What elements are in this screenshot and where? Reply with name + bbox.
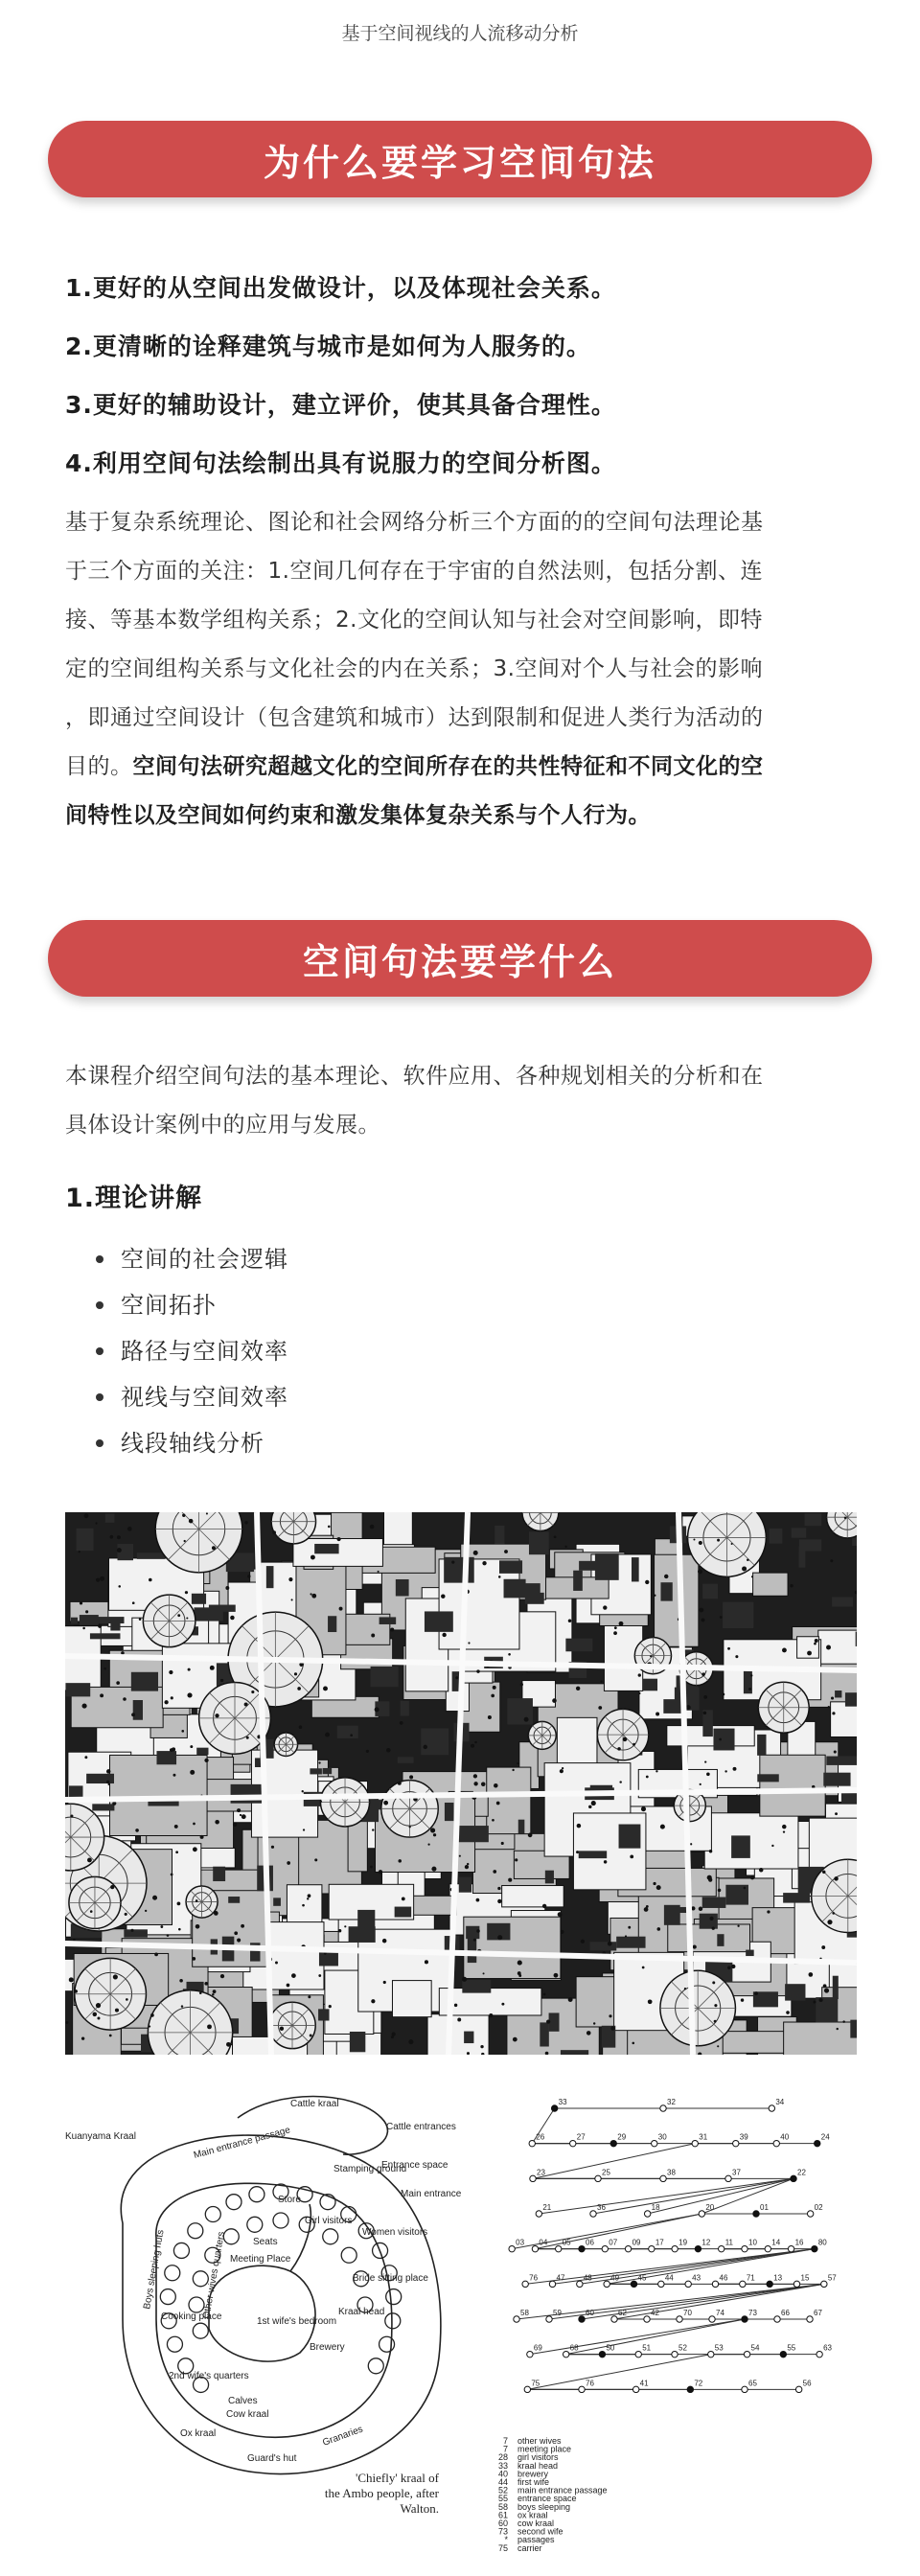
graph-node <box>816 2351 822 2357</box>
graph-node <box>524 2386 530 2392</box>
legend-number: 61 <box>497 2510 508 2520</box>
graph-node-label: 38 <box>667 2168 676 2177</box>
graph-node <box>514 2316 519 2322</box>
kraal-huts <box>160 2184 401 2392</box>
graph-node <box>769 2105 774 2111</box>
list-item <box>96 1374 288 1420</box>
graph-node <box>807 2316 813 2322</box>
graph-node <box>685 2281 691 2287</box>
graph-node <box>595 2175 601 2181</box>
legend-number: 44 <box>497 2477 508 2487</box>
graph-node-label: 41 <box>639 2379 649 2388</box>
graph-node <box>709 2316 715 2322</box>
graph-node <box>536 2211 541 2217</box>
hut-icon <box>165 2266 180 2281</box>
graph-node-label: 40 <box>780 2132 790 2142</box>
paragraph-emphasis: 空间句法研究超越文化的空间所存在的共性特征和不同文化的空 <box>132 754 764 779</box>
hut-icon <box>160 2289 175 2305</box>
section-banner-why: 为什么要学习空间句法 <box>48 121 872 197</box>
kraal-label: Stamping ground <box>334 2164 407 2174</box>
kraal-label: Ox kraal <box>180 2428 217 2439</box>
graph-node <box>753 2211 759 2217</box>
graph-node-label: 53 <box>714 2343 724 2353</box>
legend-number: 7 <box>502 2436 508 2446</box>
legend-number: 73 <box>497 2526 508 2537</box>
legend-label: meeting place <box>518 2444 572 2454</box>
paragraph-line: 基于复杂系统理论、图论和社会网络分析三个方面的的空间句法理论基 <box>65 510 764 535</box>
hut-icon <box>249 2187 264 2202</box>
graph-node <box>579 2316 585 2322</box>
hut-icon <box>205 2207 220 2222</box>
graph-node <box>631 2281 636 2287</box>
kraal-label: Cattle entrances <box>386 2122 456 2132</box>
paragraph-line <box>65 792 870 840</box>
graph-node-label: 75 <box>531 2379 540 2388</box>
graph-node-label: 03 <box>516 2238 525 2247</box>
graph-node <box>672 2245 678 2251</box>
graph-node-label: 20 <box>705 2203 715 2212</box>
graph-node-label: 39 <box>739 2132 748 2142</box>
hut-icon <box>226 2195 242 2210</box>
graph-node-label: 48 <box>583 2273 592 2283</box>
graph-node <box>712 2281 718 2287</box>
graph-node <box>632 2386 638 2392</box>
graph-node <box>767 2281 772 2287</box>
graph-node-label: 34 <box>775 2098 785 2106</box>
graph-node <box>644 2211 650 2217</box>
graph-node-label: 47 <box>556 2273 565 2283</box>
graph-node <box>529 2140 535 2146</box>
hut-icon <box>323 2229 338 2244</box>
kraal-plan-drawing <box>121 2097 441 2474</box>
legend-number: 60 <box>497 2518 508 2528</box>
legend-label: second wife <box>518 2526 564 2537</box>
list-item <box>96 1282 288 1328</box>
list-item-label: 空间的社会逻辑 <box>121 1246 288 1273</box>
graph-node <box>807 2211 813 2217</box>
graph-node-label: 72 <box>694 2379 703 2388</box>
graph-node-label: 54 <box>750 2343 760 2353</box>
graph-node <box>725 2175 731 2181</box>
kraal-labels <box>65 2099 462 2464</box>
graph-node-label: 56 <box>802 2379 812 2388</box>
graph-node-label: 21 <box>542 2203 552 2212</box>
legend-number: 7 <box>502 2444 508 2454</box>
hut-icon <box>247 2217 263 2232</box>
graph-node-label: 16 <box>794 2238 804 2247</box>
kraal-label: Meeting Place <box>230 2254 291 2265</box>
justified-access-graph <box>509 2098 837 2393</box>
graph-node <box>602 2245 608 2251</box>
graph-node-label: 19 <box>678 2238 688 2247</box>
graph-node <box>590 2211 596 2217</box>
paragraph-line <box>65 743 870 792</box>
kraal-label: Guard's hut <box>247 2453 297 2464</box>
course-intro-paragraph <box>65 1052 870 1150</box>
legend-label: cow kraal <box>518 2518 555 2528</box>
kraal-label: Boys sleeping huts <box>142 2228 167 2311</box>
legend-label: first wife <box>518 2477 550 2487</box>
paragraph-line: 定的空间组构关系与文化社会的内在关系；3.空间对个人与社会的影响 <box>65 656 763 681</box>
graph-node-label: 50 <box>606 2343 615 2353</box>
intro-paragraph <box>65 498 870 840</box>
graph-node <box>788 2245 794 2251</box>
bullet-dot-icon <box>96 1439 104 1447</box>
graph-node <box>687 2386 693 2392</box>
graph-node <box>742 2316 748 2322</box>
graph-node-label: 24 <box>820 2132 830 2142</box>
kraal-label: Seats <box>253 2237 278 2247</box>
graph-node-label: 51 <box>642 2343 652 2353</box>
legend-label: entrance space <box>518 2494 577 2504</box>
graph-node-label: 25 <box>602 2168 610 2177</box>
hut-icon <box>368 2358 383 2374</box>
graph-node <box>644 2316 650 2322</box>
kraal-label: Cooking place <box>161 2312 222 2322</box>
kraal-caption <box>325 2471 440 2516</box>
kraal-label: Brewery <box>310 2342 345 2353</box>
kraal-title: Kuanyama Kraal <box>65 2131 136 2142</box>
bullet-dot-icon <box>96 1301 104 1309</box>
graph-node-label: 66 <box>781 2309 790 2317</box>
key-point: 2.更清晰的诠释建筑与城市是如何为人服务的。 <box>65 333 591 360</box>
caption-line: the Ambo people, after <box>324 2486 439 2500</box>
hut-icon <box>341 2247 356 2263</box>
graph-node-label: 05 <box>562 2238 571 2247</box>
graph-node-label: 73 <box>748 2309 757 2317</box>
kraal-label: Store <box>278 2195 301 2205</box>
key-points-list <box>65 259 870 493</box>
graph-node-label: 60 <box>586 2309 594 2317</box>
graph-node-label: 33 <box>558 2098 567 2106</box>
graph-node-label: 46 <box>719 2273 728 2283</box>
graph-edge <box>535 2214 702 2249</box>
graph-node <box>649 2245 655 2251</box>
graph-node <box>599 2351 605 2357</box>
paragraph-line: 具体设计案例中的应用与发展。 <box>65 1113 380 1138</box>
graph-node-label: 02 <box>814 2203 823 2212</box>
graph-node-label: 49 <box>610 2273 620 2283</box>
legend-number: 55 <box>497 2494 508 2504</box>
graph-node <box>744 2351 749 2357</box>
graph-node <box>579 2245 585 2251</box>
graph-node <box>692 2140 698 2146</box>
graph-edge <box>530 2319 745 2355</box>
graph-node-label: 42 <box>651 2309 659 2317</box>
graph-node <box>672 2351 678 2357</box>
paragraph-text: 目的。 <box>65 754 133 779</box>
graph-node-label: 04 <box>539 2238 548 2247</box>
hut-icon <box>193 2271 208 2287</box>
theory-subheading: 1.理论讲解 <box>65 1184 203 1213</box>
graph-node-label: 13 <box>773 2273 783 2283</box>
graph-node <box>530 2175 536 2181</box>
paragraph-line: 于三个方面的关注：1.空间几何存在于宇宙的自然法则，包括分割、连 <box>65 559 763 584</box>
graph-node-label: 69 <box>533 2343 542 2353</box>
hut-icon <box>380 2336 395 2352</box>
list-item-label: 空间拓扑 <box>121 1292 217 1319</box>
kraal-label: Girl visitors <box>305 2216 353 2226</box>
legend-label: carrier <box>518 2542 542 2553</box>
graph-node-label: 67 <box>814 2309 822 2317</box>
kraal-label: Cow kraal <box>226 2409 269 2420</box>
graph-node <box>556 2245 562 2251</box>
graph-node-label: 52 <box>678 2343 687 2353</box>
bullet-dot-icon <box>96 1347 104 1355</box>
kraal-label: Calves <box>228 2396 258 2406</box>
graph-node-label: 63 <box>823 2343 833 2353</box>
legend-label: boys sleeping <box>518 2501 571 2512</box>
graph-node <box>577 2281 583 2287</box>
kraal-label: 1st wife's bedroom <box>257 2316 337 2327</box>
legend-number: 58 <box>497 2501 508 2512</box>
legend-label: girl visitors <box>518 2452 559 2463</box>
kraal-label: Entrance space <box>381 2160 448 2171</box>
key-point: 3.更好的辅助设计，建立评价，使其具备合理性。 <box>65 391 616 419</box>
graph-node-label: 44 <box>664 2273 674 2283</box>
legend-label: main entrance passage <box>518 2485 608 2496</box>
hut-icon <box>385 2313 401 2329</box>
hut-icon <box>386 2289 402 2305</box>
paragraph-line: 本课程介绍空间句法的基本理论、软件应用、各种规划相关的分析和在 <box>65 1064 764 1089</box>
graph-node <box>733 2140 739 2146</box>
hut-icon <box>173 2242 189 2258</box>
graph-node <box>660 2105 666 2111</box>
hut-icon <box>188 2223 203 2239</box>
hut-icon <box>167 2336 182 2352</box>
graph-node <box>794 2281 799 2287</box>
bullet-dot-icon <box>96 1255 104 1263</box>
graph-node-label: 29 <box>617 2132 627 2142</box>
graph-node-label: 74 <box>716 2309 724 2317</box>
graph-node-label: 15 <box>800 2273 810 2283</box>
graph-node <box>812 2245 817 2251</box>
list-item <box>96 1328 288 1374</box>
legend-number: 52 <box>497 2485 508 2496</box>
graph-node <box>509 2245 515 2251</box>
graph-node <box>570 2140 576 2146</box>
graph-node <box>522 2281 528 2287</box>
graph-node-label: 01 <box>760 2203 769 2212</box>
theory-topics-list <box>96 1236 288 1466</box>
graph-node-label: 76 <box>586 2379 594 2388</box>
paragraph-emphasis: 间特性以及空间如何约束和激发集体复杂关系与个人行为。 <box>65 803 651 828</box>
legend-label: brewery <box>518 2469 549 2479</box>
kraal-label: Women visitors <box>362 2227 428 2238</box>
graph-edge <box>702 2178 794 2214</box>
graph-node-label: 62 <box>618 2309 627 2317</box>
legend-label: passages <box>518 2535 555 2545</box>
legend-number: * <box>504 2535 508 2545</box>
graph-node-label: 45 <box>637 2273 647 2283</box>
kraal-label: 2nd wife's quarters <box>169 2371 249 2381</box>
bullet-dot-icon <box>96 1393 104 1401</box>
hut-icon <box>273 2213 288 2228</box>
graph-node <box>773 2140 779 2146</box>
graph-node <box>740 2281 746 2287</box>
graph-node <box>660 2175 666 2181</box>
graph-node-label: 58 <box>520 2309 529 2317</box>
graph-edge <box>517 2284 824 2319</box>
graph-node <box>549 2281 555 2287</box>
caption-line: Walton. <box>400 2501 439 2516</box>
graph-node-label: 59 <box>553 2309 562 2317</box>
graph-node <box>774 2316 780 2322</box>
legend-number: 75 <box>497 2542 508 2553</box>
graph-node-label: 76 <box>529 2273 539 2283</box>
graph-node <box>699 2211 704 2217</box>
kraal-label: Cattle kraal <box>290 2099 339 2109</box>
caption-line: 'Chiefly' kraal of <box>356 2471 439 2485</box>
graph-node <box>780 2351 786 2357</box>
graph-node-label: 32 <box>667 2098 676 2106</box>
graph-node-label: 68 <box>569 2343 579 2353</box>
graph-node-label: 55 <box>787 2343 796 2353</box>
graph-node-label: 23 <box>537 2168 545 2177</box>
graph-node <box>821 2281 827 2287</box>
graph-node <box>527 2351 533 2357</box>
kraal-label: Granaries <box>321 2424 365 2449</box>
legend-label: kraal head <box>518 2460 559 2471</box>
graph-node <box>532 2245 538 2251</box>
page-header-title: 基于空间视线的人流移动分析 <box>341 23 579 44</box>
graph-node-label: 12 <box>702 2238 711 2247</box>
key-point: 4.利用空间句法绘制出具有说服力的空间分析图。 <box>65 449 616 477</box>
graph-node-label: 09 <box>632 2238 641 2247</box>
graph-node-label: 31 <box>699 2132 708 2142</box>
graph-node-label: 43 <box>692 2273 702 2283</box>
graph-node-label: 80 <box>817 2238 827 2247</box>
graph-node <box>546 2316 552 2322</box>
list-item <box>96 1236 288 1282</box>
graph-node <box>635 2351 641 2357</box>
legend-label: other wives <box>518 2436 562 2446</box>
graph-node-label: 57 <box>827 2273 837 2283</box>
graph-edge <box>527 2355 710 2390</box>
kraal-label: Bride sitting place <box>353 2273 428 2284</box>
legend-number: 40 <box>497 2469 508 2479</box>
graph-node-label: 10 <box>748 2238 757 2247</box>
graph-node-label: 06 <box>586 2238 594 2247</box>
list-item-label: 视线与空间效率 <box>121 1384 288 1411</box>
graph-node <box>708 2351 714 2357</box>
city-plan-collage-image <box>65 1512 857 2055</box>
graph-node-label: 18 <box>651 2203 660 2212</box>
graph-node-label: 65 <box>748 2379 757 2388</box>
legend-label: ox kraal <box>518 2510 548 2520</box>
list-item-label: 线段轴线分析 <box>121 1430 264 1457</box>
graph-node <box>625 2245 631 2251</box>
graph-node <box>695 2245 701 2251</box>
kraal-label: Other wives quarters <box>201 2230 227 2320</box>
graph-node-label: 17 <box>655 2238 664 2247</box>
graph-legend <box>498 2436 608 2553</box>
graph-node <box>719 2245 724 2251</box>
graph-node <box>658 2281 664 2287</box>
section-banner-what: 空间句法要学什么 <box>48 920 872 997</box>
kraal-label: Main entrance passage <box>192 2125 292 2161</box>
graph-node-label: 37 <box>732 2168 741 2177</box>
list-item-label: 路径与空间效率 <box>121 1338 288 1365</box>
graph-node <box>765 2245 770 2251</box>
graph-node <box>610 2140 616 2146</box>
graph-node <box>795 2386 801 2392</box>
paragraph-line: 接、等基本数学组构关系；2.文化的空间认知与社会对空间影响，即特 <box>65 608 763 632</box>
graph-node <box>604 2281 610 2287</box>
graph-node-label: 70 <box>683 2309 692 2317</box>
graph-node-label: 14 <box>771 2238 781 2247</box>
graph-node-label: 07 <box>609 2238 618 2247</box>
graph-node-label: 36 <box>597 2203 606 2212</box>
graph-node <box>611 2316 617 2322</box>
kraal-diagrams-image <box>65 2080 857 2559</box>
graph-node-label: 26 <box>536 2132 545 2142</box>
paragraph-line: ，即通过空间设计（包含建筑和城市）达到限制和促进人类行为活动的 <box>65 705 764 730</box>
graph-node <box>742 2245 748 2251</box>
graph-node <box>579 2386 585 2392</box>
list-item <box>96 1420 288 1466</box>
hut-icon <box>193 2323 208 2338</box>
graph-node-label: 11 <box>724 2238 734 2247</box>
graph-node <box>742 2386 748 2392</box>
kraal-label: Main entrance <box>401 2189 462 2199</box>
graph-node <box>677 2316 682 2322</box>
graph-node-label: 22 <box>797 2168 806 2177</box>
key-point: 1.更好的从空间出发做设计，以及体现社会关系。 <box>65 274 616 302</box>
kraal-label: Kraal head <box>338 2307 385 2317</box>
legend-number: 28 <box>497 2452 508 2463</box>
graph-node-label: 71 <box>746 2273 755 2283</box>
legend-number: 33 <box>497 2460 508 2471</box>
graph-node <box>815 2140 820 2146</box>
graph-node <box>551 2105 557 2111</box>
graph-node <box>791 2175 796 2181</box>
graph-node <box>652 2140 657 2146</box>
graph-node-label: 30 <box>657 2132 667 2142</box>
graph-node-label: 27 <box>576 2132 586 2142</box>
graph-edge <box>539 2178 794 2214</box>
graph-node <box>563 2351 568 2357</box>
